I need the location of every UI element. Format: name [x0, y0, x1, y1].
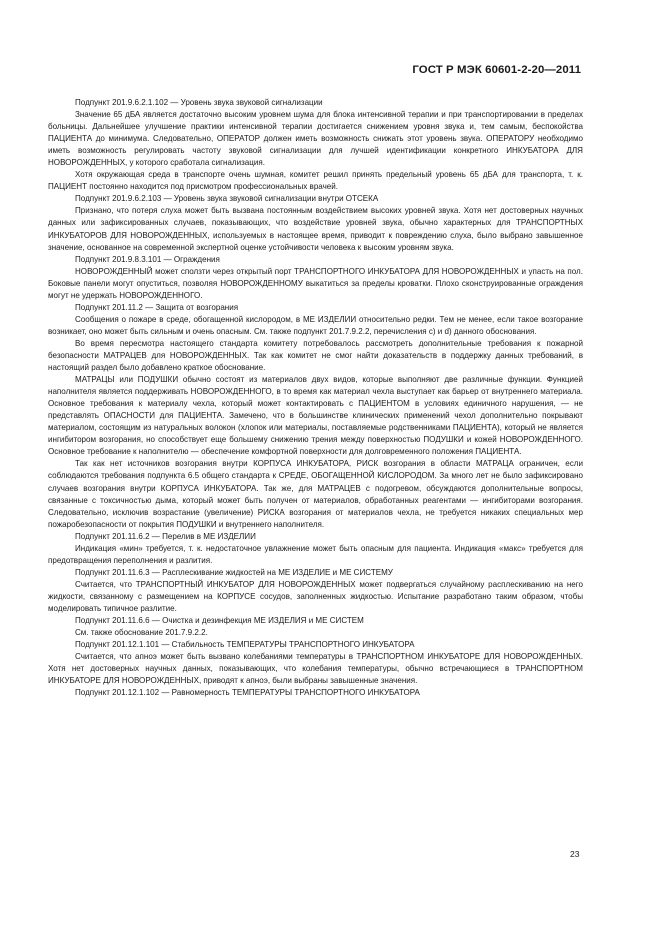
document-header: ГОСТ Р МЭК 60601-2-20—2011	[412, 64, 581, 76]
page-number: 23	[570, 849, 580, 859]
paragraph: МАТРАЦЫ или ПОДУШКИ обычно состоят из материалов двух видов, которые выполняют две различные функции. Функцией наполнителя является поддерживать НОВОРОЖДЕННОГО, в то время как материал чехла выступает как барьер от внутреннего материала. Основное требования к материалу чехла, который может контактировать с ПАЦИЕНТОМ в условиях единичного нарушения, — не представлять ОПАСНОСТИ для ПАЦИЕНТА. Замечено, что в большинстве клинических применений чехол дополнительно покрывают материалом, состоящим из натуральных волокон (хлопок или материалы, поставляемые родственниками ПАЦИЕНТА), который не является ингибитором возгорания, но способствует еще большему снижению трения между поверхностью ПОДУШКИ и кожей НОВОРОЖДЕННОГО. Основное требование к наполнителю — обеспечение комфортной поверхности для долговременного положения ПАЦИЕНТА.	[48, 375, 583, 457]
paragraph: Во время пересмотра настоящего стандарта комитету потребовалось рассмотреть дополнительные требования к пожарной безопасности МАТРАЦЕВ для НОВОРОЖДЕННЫХ. Так как комитет не смог найти доказательств в поддержку данных требований, в настоящий раздел было добавлено краткое обоснование.	[48, 338, 583, 373]
subclause-heading: Подпункт 201.11.6.3 — Расплескивание жидкостей на МЕ ИЗДЕЛИЕ и МЕ СИСТЕМУ	[75, 567, 393, 577]
paragraph: Значение 65 дБА является достаточно высоким уровнем шума для блока интенсивной терапии и при транспортировании в пределах больницы. Дальнейшее улучшение практики интенсивной терапии достигается снижением уровня звука и, тем самым, беспокойства ПАЦИЕНТА до минимума. Следовательно, ОПЕРАТОР должен иметь возможность снижать этот уровень звука. ОПЕРАТОРУ необходимо иметь возможность регулировать частоту звуковой сигнализации для лучшей идентификации конкретного ИНКУБАТОРА ДЛЯ НОВОРОЖДЕННЫХ, у которого сработала сигнализация.	[48, 110, 583, 168]
subclause-heading: Подпункт 201.11.2 — Защита от возгорания	[75, 302, 239, 312]
paragraph: НОВОРОЖДЕННЫЙ может сползти через открытый порт ТРАНСПОРТНОГО ИНКУБАТОРА ДЛЯ НОВОРОЖДЕННЫХ и упасть на пол. Боковые панели могут опуститься, позволяя НОВОРОЖДЕННОМУ выкатиться за пределы кроватки. Плохо сконструированные ограждения могут не удержать НОВОРОЖДЕННОГО.	[48, 266, 583, 300]
subclause-heading: Подпункт 201.9.6.2.1.102 — Уровень звука звуковой сигнализации	[75, 98, 323, 107]
paragraph: Так как нет источников возгорания внутри КОРПУСА ИНКУБАТОРА, РИСК возгорания в области МАТРАЦА ограничен, если соблюдаются требования подпункта 6.5 общего стандарта к СРЕДЕ, ОБОГАЩЕННОЙ КИСЛОРОДОМ. За много лет не было зафиксировано случаев возгорания внутри КОРПУСА ИНКУБАТОРА. Так же, для МАТРАЦЕВ с подогревом, обсуждаются дополнительные вопросы, связанные с токсичностью дыма, который может быть получен от материалов, обработанных реагентами — ингибиторами возгорания. Следовательно, исключив возрастание (увеличение) РИСКА возгорания от материалов чехла, не требуется никаких специальных мер пожаробезопасности от покрытия ПОДУШКИ и внутреннего наполнителя.	[48, 459, 583, 529]
subclause-heading: Подпункт 201.11.6.2 — Перелив в МЕ ИЗДЕЛИИ	[75, 531, 256, 541]
paragraph: Признано, что потеря слуха может быть вызвана постоянным воздействием высоких уровней звука. Хотя нет достоверных научных данных или зафиксированных случаев, показывающих, что воздействие уровней звука, обычно характерных для ТРАНСПОРТНЫХ ИНКУБАТОРОВ ДЛЯ НОВОРОЖДЕННЫХ, используемых в настоящее время, приводит к повреждению слуха, было выбрано завышенное значение, основанное на современной экспертной оценке устойчивости человека к высоким уровням звука.	[48, 206, 583, 252]
subclause-heading: Подпункт 201.9.6.2.103 — Уровень звука звуковой сигнализации внутри ОТСЕКА	[75, 194, 379, 204]
paragraph: Считается, что ТРАНСПОРТНЫЙ ИНКУБАТОР ДЛЯ НОВОРОЖДЕННЫХ может подвергаться случайному расплескиванию на него жидкости, связанному с размещением на КОРПУСЕ сосудов, заполненных жидкостью. Испытание разработано таким образом, чтобы моделировать типичное разлитие.	[48, 579, 583, 613]
paragraph: См. также обоснование 201.7.9.2.2.	[75, 628, 208, 638]
paragraph: Хотя окружающая среда в транспорте очень шумная, комитет решил принять предельный уровень 65 дБА для транспорта, т. к. ПАЦИЕНТ постоянно находится под присмотром профессиональных врачей.	[48, 170, 583, 192]
paragraph: Сообщения о пожаре в среде, обогащенной кислородом, в МЕ ИЗДЕЛИИ относительно редки. Тем не менее, если такое возгорание возникает, оно может быть сильным и очень опасным. См. также подпункт 201.7.9.2.2, перечисления с) и d) данного обоснования.	[48, 314, 583, 336]
document-body	[48, 97, 583, 699]
subclause-heading: Подпункт 201.9.8.3.101 — Ограждения	[75, 254, 220, 264]
subclause-heading: Подпункт 201.11.6.6 — Очистка и дезинфекция МЕ ИЗДЕЛИЯ и МЕ СИСТЕМ	[75, 616, 364, 626]
subclause-heading: Подпункт 201.12.1.102 — Равномерность ТЕМПЕРАТУРЫ ТРАНСПОРТНОГО ИНКУБАТОРА	[75, 688, 420, 698]
subclause-heading: Подпункт 201.12.1.101 — Стабильность ТЕМПЕРАТУРЫ ТРАНСПОРТНОГО ИНКУБАТОРА	[75, 640, 415, 650]
paragraph: Индикация «мин» требуется, т. к. недостаточное увлажнение может быть опасным для пациента. Индикация «макс» требуется для предотвращения переполнения и разлития.	[48, 543, 583, 565]
paragraph: Считается, что апноэ может быть вызвано колебаниями температуры в ТРАНСПОРТНОМ ИНКУБАТОРЕ ДЛЯ НОВОРОЖДЕННЫХ. Хотя нет достоверных научных данных, показывающих, что колебания температуры, обычно встречающиеся в ТРАНСПОРТНОМ ИНКУБАТОРЕ ДЛЯ НОВОРОЖДЕННЫХ, приводят к апноэ, были выбраны завышенные значения.	[48, 652, 583, 686]
